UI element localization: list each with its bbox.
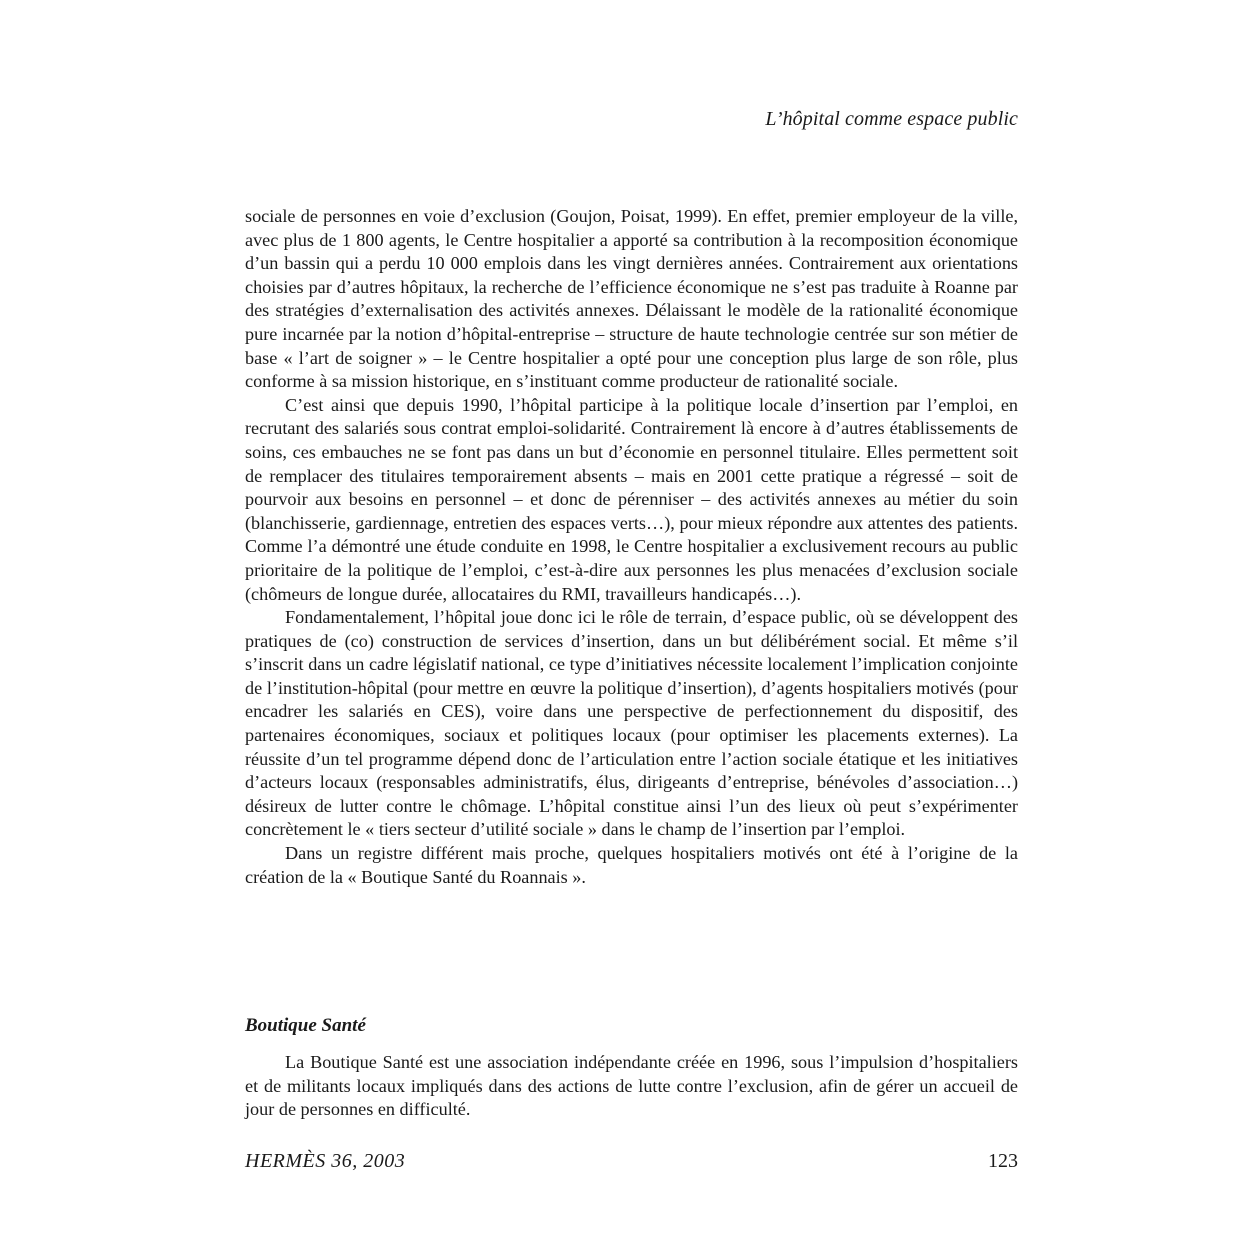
running-header: L’hôpital comme espace public: [765, 108, 1018, 130]
paragraph: Fondamentalement, l’hôpital joue donc ici le rôle de terrain, d’espace public, où se développent des pratiques de (co) construction de services d’insertion, dans un but délibérément social. Et même s’il s’inscrit dans un cadre législatif national, ce type d’initiatives nécessite localement l’implication conjointe de l’institution-hôpital (pour mettre en œuvre la politique d’insertion), d’agents hospitaliers motivés (pour encadrer les salariés en CES), voire dans une perspective de perfectionnement du dispositif, des partenaires économiques, sociaux et politiques locaux (pour optimiser les placements externes). La réussite d’un tel programme dépend donc de l’articulation entre l’action sociale étatique et les initiatives d’acteurs locaux (responsables administratifs, élus, dirigeants d’entreprise, bénévoles d’association…) désireux de lutter contre le chômage. L’hôpital constitue ainsi l’un des lieux où peut s’expérimenter concrètement le « tiers secteur d’utilité sociale » dans le champ de l’insertion par l’emploi.: [245, 607, 1018, 840]
paragraph: Dans un registre différent mais proche, quelques hospitaliers motivés ont été à l’origine de la création de la « Boutique Santé du Roannais ».: [245, 843, 1018, 887]
paragraph: La Boutique Santé est une association indépendante créée en 1996, sous l’impulsion d’hospitaliers et de militants locaux impliqués dans des actions de lutte contre l’exclusion, afin de gérer un accueil de jour de personnes en difficulté.: [245, 1052, 1018, 1120]
page-number: 123: [988, 1150, 1018, 1172]
paragraph: sociale de personnes en voie d’exclusion (Goujon, Poisat, 1999). En effet, premier employeur de la ville, avec plus de 1 800 agents, le Centre hospitalier a apporté sa contribution à la recomposition économique d’un bassin qui a perdu 10 000 emplois dans les vingt dernières années. Contrairement aux orientations choisies par d’autres hôpitaux, la recherche de l’efficience économique ne s’est pas traduite à Roanne par des stratégies d’externalisation des activités annexes. Délaissant le modèle de la rationalité économique pure incarnée par la notion d’hôpital-entreprise – structure de haute technologie centrée sur son métier de base « l’art de soigner » – le Centre hospitalier a opté pour une conception plus large de son rôle, plus conforme à sa mission historique, en s’instituant comme producteur de rationalité sociale.: [245, 206, 1018, 392]
body-text: [245, 205, 1018, 889]
section-heading: Boutique Santé: [245, 1015, 366, 1036]
paragraph: C’est ainsi que depuis 1990, l’hôpital participe à la politique locale d’insertion par l’emploi, en recrutant des salariés sous contrat emploi-solidarité. Contrairement là encore à d’autres établissements de soins, ces embauches ne se font pas dans un but d’économie en personnel titulaire. Elles permettent soit de remplacer des titulaires temporairement absents – mais en 2001 cette pratique a régressé – soit de pourvoir aux besoins en personnel – et donc de pérenniser – des activités annexes au métier du soin (blanchisserie, gardiennage, entretien des espaces verts…), pour mieux répondre aux attentes des patients. Comme l’a démontré une étude conduite en 1998, le Centre hospitalier a exclusivement recours au public prioritaire de la politique de l’emploi, c’est-à-dire aux personnes les plus menacées d’exclusion sociale (chômeurs de longue durée, allocataires du RMI, travailleurs handicapés…).: [245, 394, 1018, 604]
section-text: [245, 1051, 1018, 1122]
footer-journal: HERMÈS 36, 2003: [245, 1150, 406, 1172]
